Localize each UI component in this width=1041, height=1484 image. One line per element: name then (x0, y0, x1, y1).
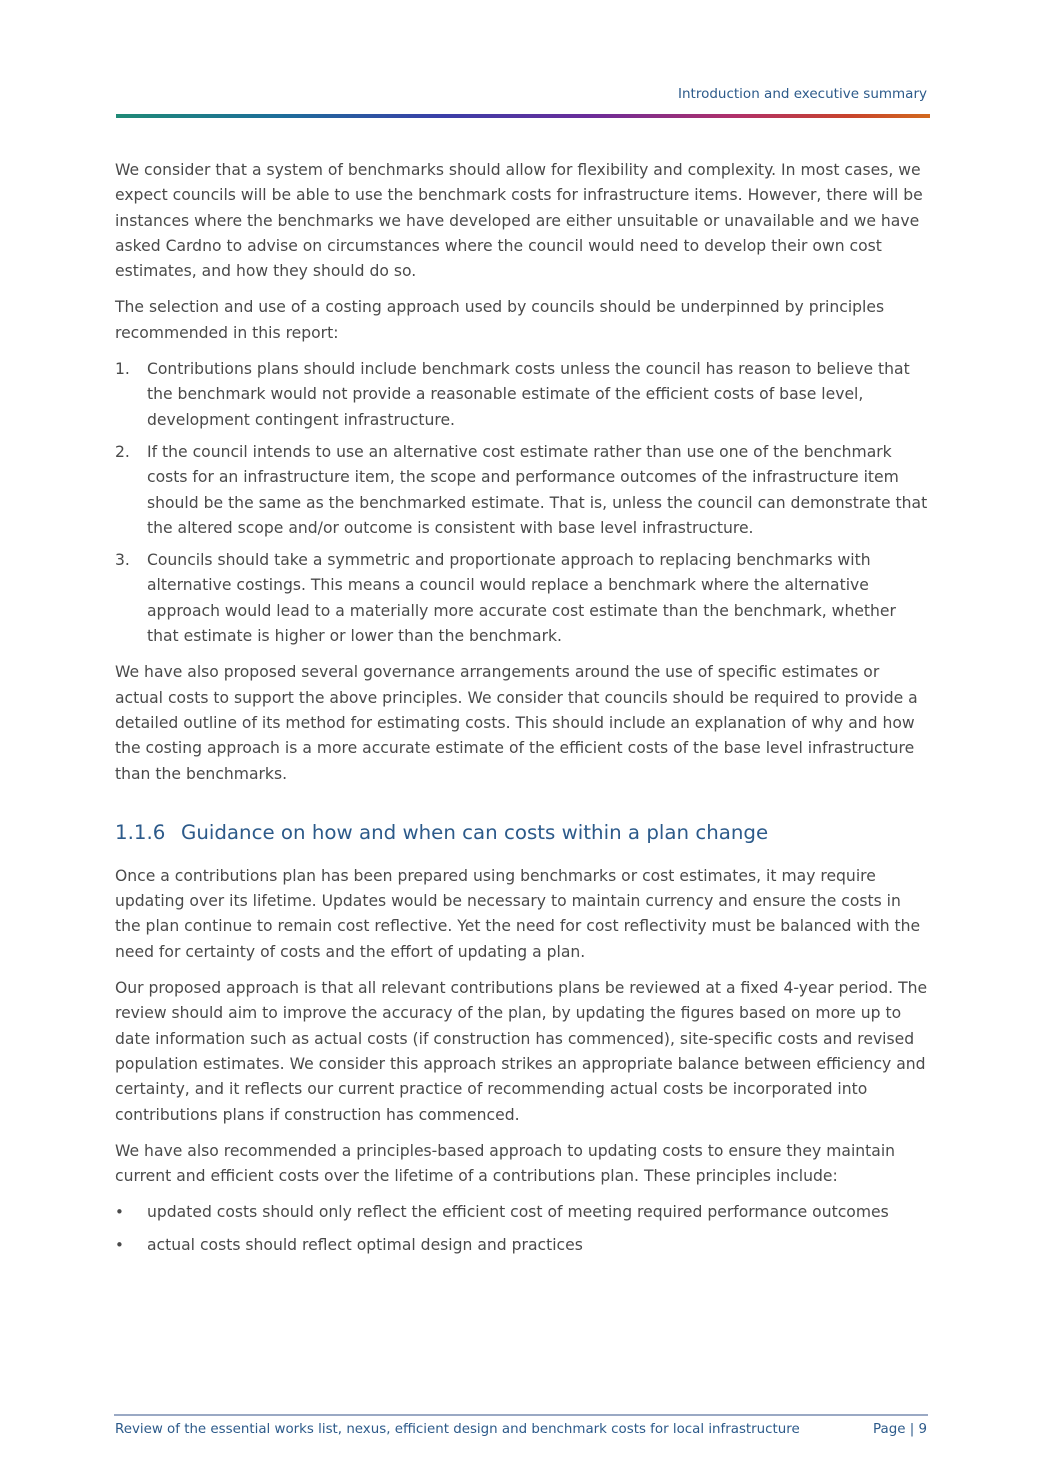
list-item (115, 548, 930, 649)
footer-rule (114, 1414, 928, 1416)
principles-list (115, 357, 930, 649)
footer-page-number: Page | 9 (873, 1422, 927, 1437)
list-number: 1. (115, 360, 130, 379)
section-title: Guidance on how and when can costs within a plan change (181, 820, 769, 844)
list-item-text: If the council intends to use an alternative cost estimate rather than use one of the benchmark costs for an infrastructure item, the scope and performance outcomes of the infrastructure item should be the same as the benchmarked estimate. That is, unless the council can demonstrate that the altered scope and/or outcome is consistent with base level infrastructure. (147, 442, 928, 537)
section-number: 1.1.6 (115, 820, 166, 844)
list-item (115, 440, 930, 541)
paragraph: Once a contributions plan has been prepared using benchmarks or cost estimates, it may require updating over its lifetime. Updates would be necessary to maintain currency and ensure the costs in the plan continue to remain cost reflective. Yet the need for cost reflectivity must be balanced with the need for certainty of costs and the effort of updating a plan. (115, 866, 921, 961)
principles-bullet-list (115, 1200, 930, 1258)
page-content (115, 158, 930, 1265)
paragraph: The selection and use of a costing approach used by councils should be underpinned by principles recommended in this report: (115, 298, 885, 342)
paragraph: We consider that a system of benchmarks should allow for flexibility and complexity. In most cases, we expect councils will be able to use the benchmark costs for infrastructure items. However, there will be instances where the benchmarks we have developed are either unsuitable or unavailable and we have asked Cardno to advise on circumstances where the council would need to develop their own cost estimates, and how they should do so. (115, 161, 923, 281)
running-header: Introduction and executive summary (678, 86, 927, 102)
list-item (115, 1233, 930, 1258)
bullet-icon: • (115, 1235, 124, 1254)
list-item-text: updated costs should only reflect the efficient cost of meeting required performance outcomes (147, 1203, 889, 1222)
list-item-text: Councils should take a symmetric and proportionate approach to replacing benchmarks with alternative costings. This means a council would replace a benchmark where the alternative approach would lead to a materially more accurate cost estimate than the benchmark, whether that estimate is higher or lower than the benchmark. (147, 551, 896, 646)
paragraph: We have also recommended a principles-based approach to updating costs to ensure they maintain current and efficient costs over the lifetime of a contributions plan. These principles include: (115, 1141, 896, 1186)
footer-document-title: Review of the essential works list, nexus, efficient design and benchmark costs for local infrastructure (115, 1422, 800, 1437)
list-item-text: actual costs should reflect optimal design and practices (147, 1235, 583, 1254)
list-item-text: Contributions plans should include benchmark costs unless the council has reason to believe that the benchmark would not provide a reasonable estimate of the efficient costs of base level, development contingent infrastructure. (147, 360, 910, 429)
section-heading (115, 819, 930, 847)
list-item (115, 357, 930, 433)
bullet-icon: • (115, 1203, 124, 1222)
paragraph: We have also proposed several governance arrangements around the use of specific estimates or actual costs to support the above principles. We consider that councils should be required to provide a detailed outline of its method for estimating costs. This should include an explanation of why and how the costing approach is a more accurate estimate of the efficient costs of the base level infrastructure than the benchmarks. (115, 663, 918, 783)
header-gradient-rule (116, 114, 930, 118)
list-number: 2. (115, 442, 130, 461)
list-number: 3. (115, 551, 130, 570)
list-item (115, 1200, 930, 1225)
paragraph: Our proposed approach is that all relevant contributions plans be reviewed at a fixed 4-year period. The review should aim to improve the accuracy of the plan, by updating the figures based on more up to date information such as actual costs (if construction has commenced), site-specific costs and revised population estimates. We consider this approach strikes an appropriate balance between efficiency and certainty, and it reflects our current practice of recommending actual costs be incorporated into contributions plans if construction has commenced. (115, 979, 928, 1124)
